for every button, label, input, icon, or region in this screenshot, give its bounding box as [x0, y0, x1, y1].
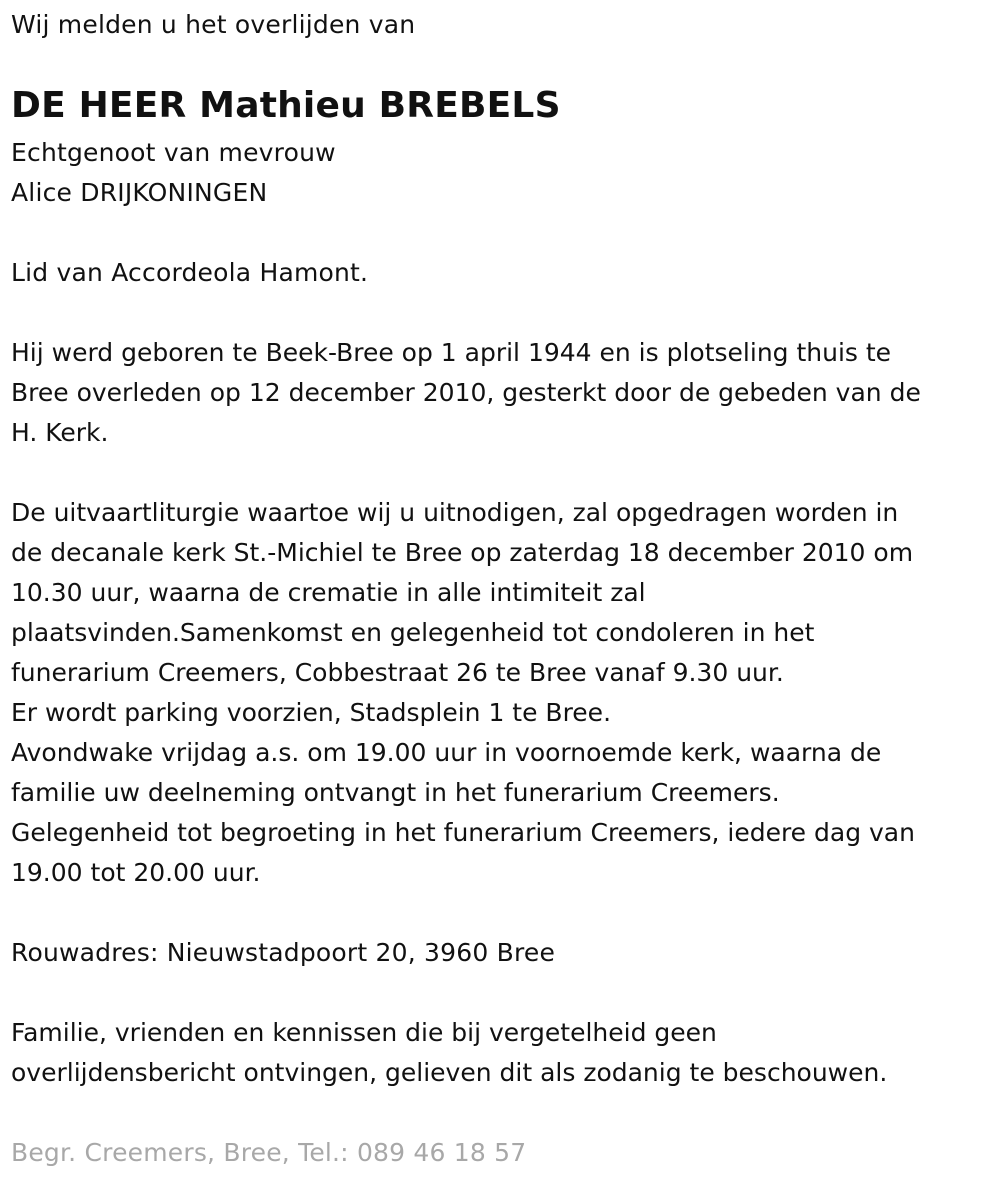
paragraph-line: Gelegenheid tot begroeting in het funerarium Creemers, iedere dag van — [11, 818, 915, 847]
paragraph-line: Er wordt parking voorzien, Stadsplein 1 te Bree. — [11, 698, 612, 727]
paragraph-line: overlijdensbericht ontvingen, gelieven dit als zodanig te beschouwen. — [11, 1058, 888, 1087]
birth-death-paragraph — [11, 333, 921, 453]
mourning-address: Rouwadres: Nieuwstadpoort 20, 3960 Bree — [11, 938, 556, 967]
deceased-name: DE HEER Mathieu BREBELS — [11, 85, 561, 126]
paragraph-line: De uitvaartliturgie waartoe wij u uitnodigen, zal opgedragen worden in — [11, 498, 899, 527]
paragraph-line: Bree overleden op 12 december 2010, gesterkt door de gebeden van de — [11, 378, 921, 407]
paragraph-line: familie uw deelneming ontvangt in het funerarium Creemers. — [11, 778, 780, 807]
intro-text: Wij melden u het overlijden van — [11, 10, 416, 39]
paragraph-line: Avondwake vrijdag a.s. om 19.00 uur in voornoemde kerk, waarna de — [11, 738, 882, 767]
paragraph-line: Hij werd geboren te Beek-Bree op 1 april 1944 en is plotseling thuis te — [11, 338, 892, 367]
paragraph-line: funerarium Creemers, Cobbestraat 26 te Bree vanaf 9.30 uur. — [11, 658, 784, 687]
spouse-line-1: Echtgenoot van mevrouw — [11, 138, 336, 167]
paragraph-line: H. Kerk. — [11, 418, 109, 447]
paragraph-line: de decanale kerk St.-Michiel te Bree op zaterdag 18 december 2010 om — [11, 538, 914, 567]
funeral-paragraph — [11, 493, 915, 893]
paragraph-line: 10.30 uur, waarna de crematie in alle intimiteit zal — [11, 578, 646, 607]
membership-text: Lid van Accordeola Hamont. — [11, 258, 369, 287]
undertaker-footer: Begr. Creemers, Bree, Tel.: 089 46 18 57 — [11, 1138, 527, 1167]
paragraph-line: 19.00 tot 20.00 uur. — [11, 858, 261, 887]
notice-paragraph — [11, 1013, 887, 1093]
paragraph-line: Familie, vrienden en kennissen die bij vergetelheid geen — [11, 1018, 717, 1047]
paragraph-line: plaatsvinden.Samenkomst en gelegenheid tot condoleren in het — [11, 618, 815, 647]
spouse-line-2: Alice DRIJKONINGEN — [11, 178, 268, 207]
